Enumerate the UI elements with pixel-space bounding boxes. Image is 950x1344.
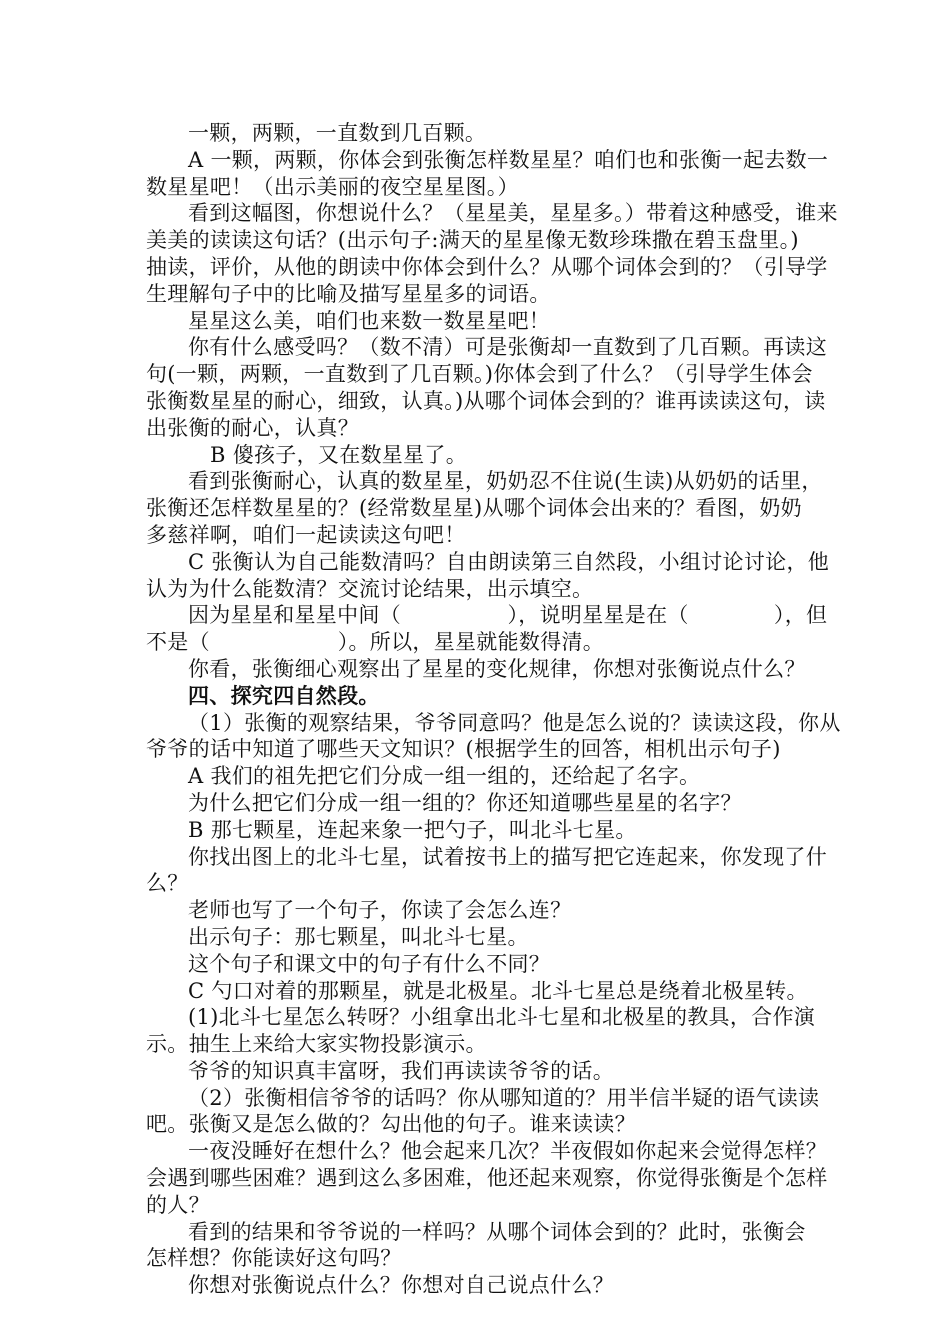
- text-line: 看到张衡耐心，认真的数星星，奶奶忍不住说(生读)从奶奶的话里，: [188, 469, 823, 494]
- text-line: 生理解句子中的比喻及描写星星多的词语。: [146, 281, 551, 306]
- text-line: (1)北斗七星怎么转呀？小组拿出北斗七星和北极星的教具，合作演: [188, 1005, 816, 1030]
- text-line: 因为星星和星星中间（ ），说明星星是在（ ），但: [188, 603, 828, 628]
- text-line: 句(一颗，两颗，一直数到了几百颗。)你体会到了什么？（引导学生体会: [146, 362, 813, 387]
- text-line: 老师也写了一个句子，你读了会怎么连？: [188, 898, 572, 923]
- text-line: 星星这么美，咱们也来数一数星星吧！: [188, 308, 551, 333]
- text-line: C 张衡认为自己能数清吗？自由朗读第三自然段，小组讨论讨论，他: [188, 549, 830, 574]
- text-line: B 那七颗星，连起来象一把勺子，叫北斗七星。: [188, 817, 637, 842]
- text-line: 多慈祥啊，咱们一起读读这句吧！: [146, 522, 466, 547]
- text-line: 爷爷的话中知道了哪些天文知识？(根据学生的回答，相机出示句子): [146, 737, 781, 762]
- text-line: 么？: [146, 871, 189, 896]
- text-line: 出张衡的耐心，认真？: [146, 415, 359, 440]
- text-line: 你找出图上的北斗七星，试着按书上的描写把它连起来，你发现了什: [188, 844, 827, 869]
- text-line: （2）张衡相信爷爷的话吗？你从哪知道的？用半信半疑的语气读读: [188, 1085, 820, 1110]
- text-line: 不是（ ）。所以，星星就能数得清。: [146, 630, 605, 655]
- text-line: C 勺口对着的那颗星，就是北极星。北斗七星总是绕着北极星转。: [188, 978, 808, 1003]
- text-line: 你有什么感受吗？（数不清）可是张衡却一直数到了几百颗。再读这: [188, 335, 827, 360]
- text-line: 吧。张衡又是怎么做的？勾出他的句子。谁来读读？: [146, 1112, 636, 1137]
- text-line: B 傻孩子，又在数星星了。: [210, 442, 468, 467]
- text-line: 一颗，两颗，一直数到几百颗。: [188, 121, 487, 145]
- text-line: 张衡还怎样数星星的？(经常数星星)从哪个词体会出来的？看图，奶奶: [146, 496, 802, 521]
- text-line: 示。抽生上来给大家实物投影演示。: [146, 1032, 487, 1057]
- text-line: 张衡数星星的耐心，细致，认真。)从哪个词体会到的？谁再读读这句，读: [146, 388, 826, 413]
- text-line: 怎样想？你能读好这句吗？: [146, 1246, 402, 1271]
- text-line: 数星星吧！（出示美丽的夜空星星图。）: [146, 174, 519, 199]
- text-line: 你看，张衡细心观察出了星星的变化规律，你想对张衡说点什么？: [188, 656, 806, 681]
- text-line: 看到这幅图，你想说什么？（星星美，星星多。）带着这种感受，谁来: [188, 201, 838, 226]
- text-line: 美美的读读这句话？(出示句子:满天的星星像无数珍珠撒在碧玉盘里。): [146, 228, 799, 253]
- text-line: 认为为什么能数清？交流讨论结果，出示填空。: [146, 576, 594, 601]
- text-line: 会遇到哪些困难？遇到这么多困难，他还起来观察，你觉得张衡是个怎样: [146, 1166, 828, 1191]
- section-heading: 四、探究四自然段。: [188, 682, 380, 708]
- text-line: 你想对张衡说点什么？你想对自己说点什么？: [188, 1273, 614, 1298]
- text-line: 看到的结果和爷爷说的一样吗？从哪个词体会到的？此时，张衡会: [188, 1219, 806, 1244]
- text-line: A 一颗，两颗，你体会到张衡怎样数星星？咱们也和张衡一起去数一: [188, 147, 829, 172]
- document-body: [146, 120, 866, 1299]
- text-line: 一夜没睡好在想什么？他会起来几次？半夜假如你起来会觉得怎样？: [188, 1139, 827, 1164]
- text-line: 抽读，评价，从他的朗读中你体会到什么？从哪个词体会到的？（引导学: [146, 254, 828, 279]
- text-line: （1）张衡的观察结果，爷爷同意吗？他是怎么说的？读读这段，你从: [188, 710, 841, 735]
- text-line: 为什么把它们分成一组一组的？你还知道哪些星星的名字？: [188, 790, 742, 815]
- text-line: 的人？: [146, 1192, 210, 1217]
- text-line: A 我们的祖先把它们分成一组一组的，还给起了名字。: [188, 764, 701, 789]
- text-line: 出示句子：那七颗星，叫北斗七星。: [188, 924, 529, 949]
- text-line: 爷爷的知识真丰富呀，我们再读读爷爷的话。: [188, 1058, 614, 1083]
- text-line: 这个句子和课文中的句子有什么不同？: [188, 951, 551, 976]
